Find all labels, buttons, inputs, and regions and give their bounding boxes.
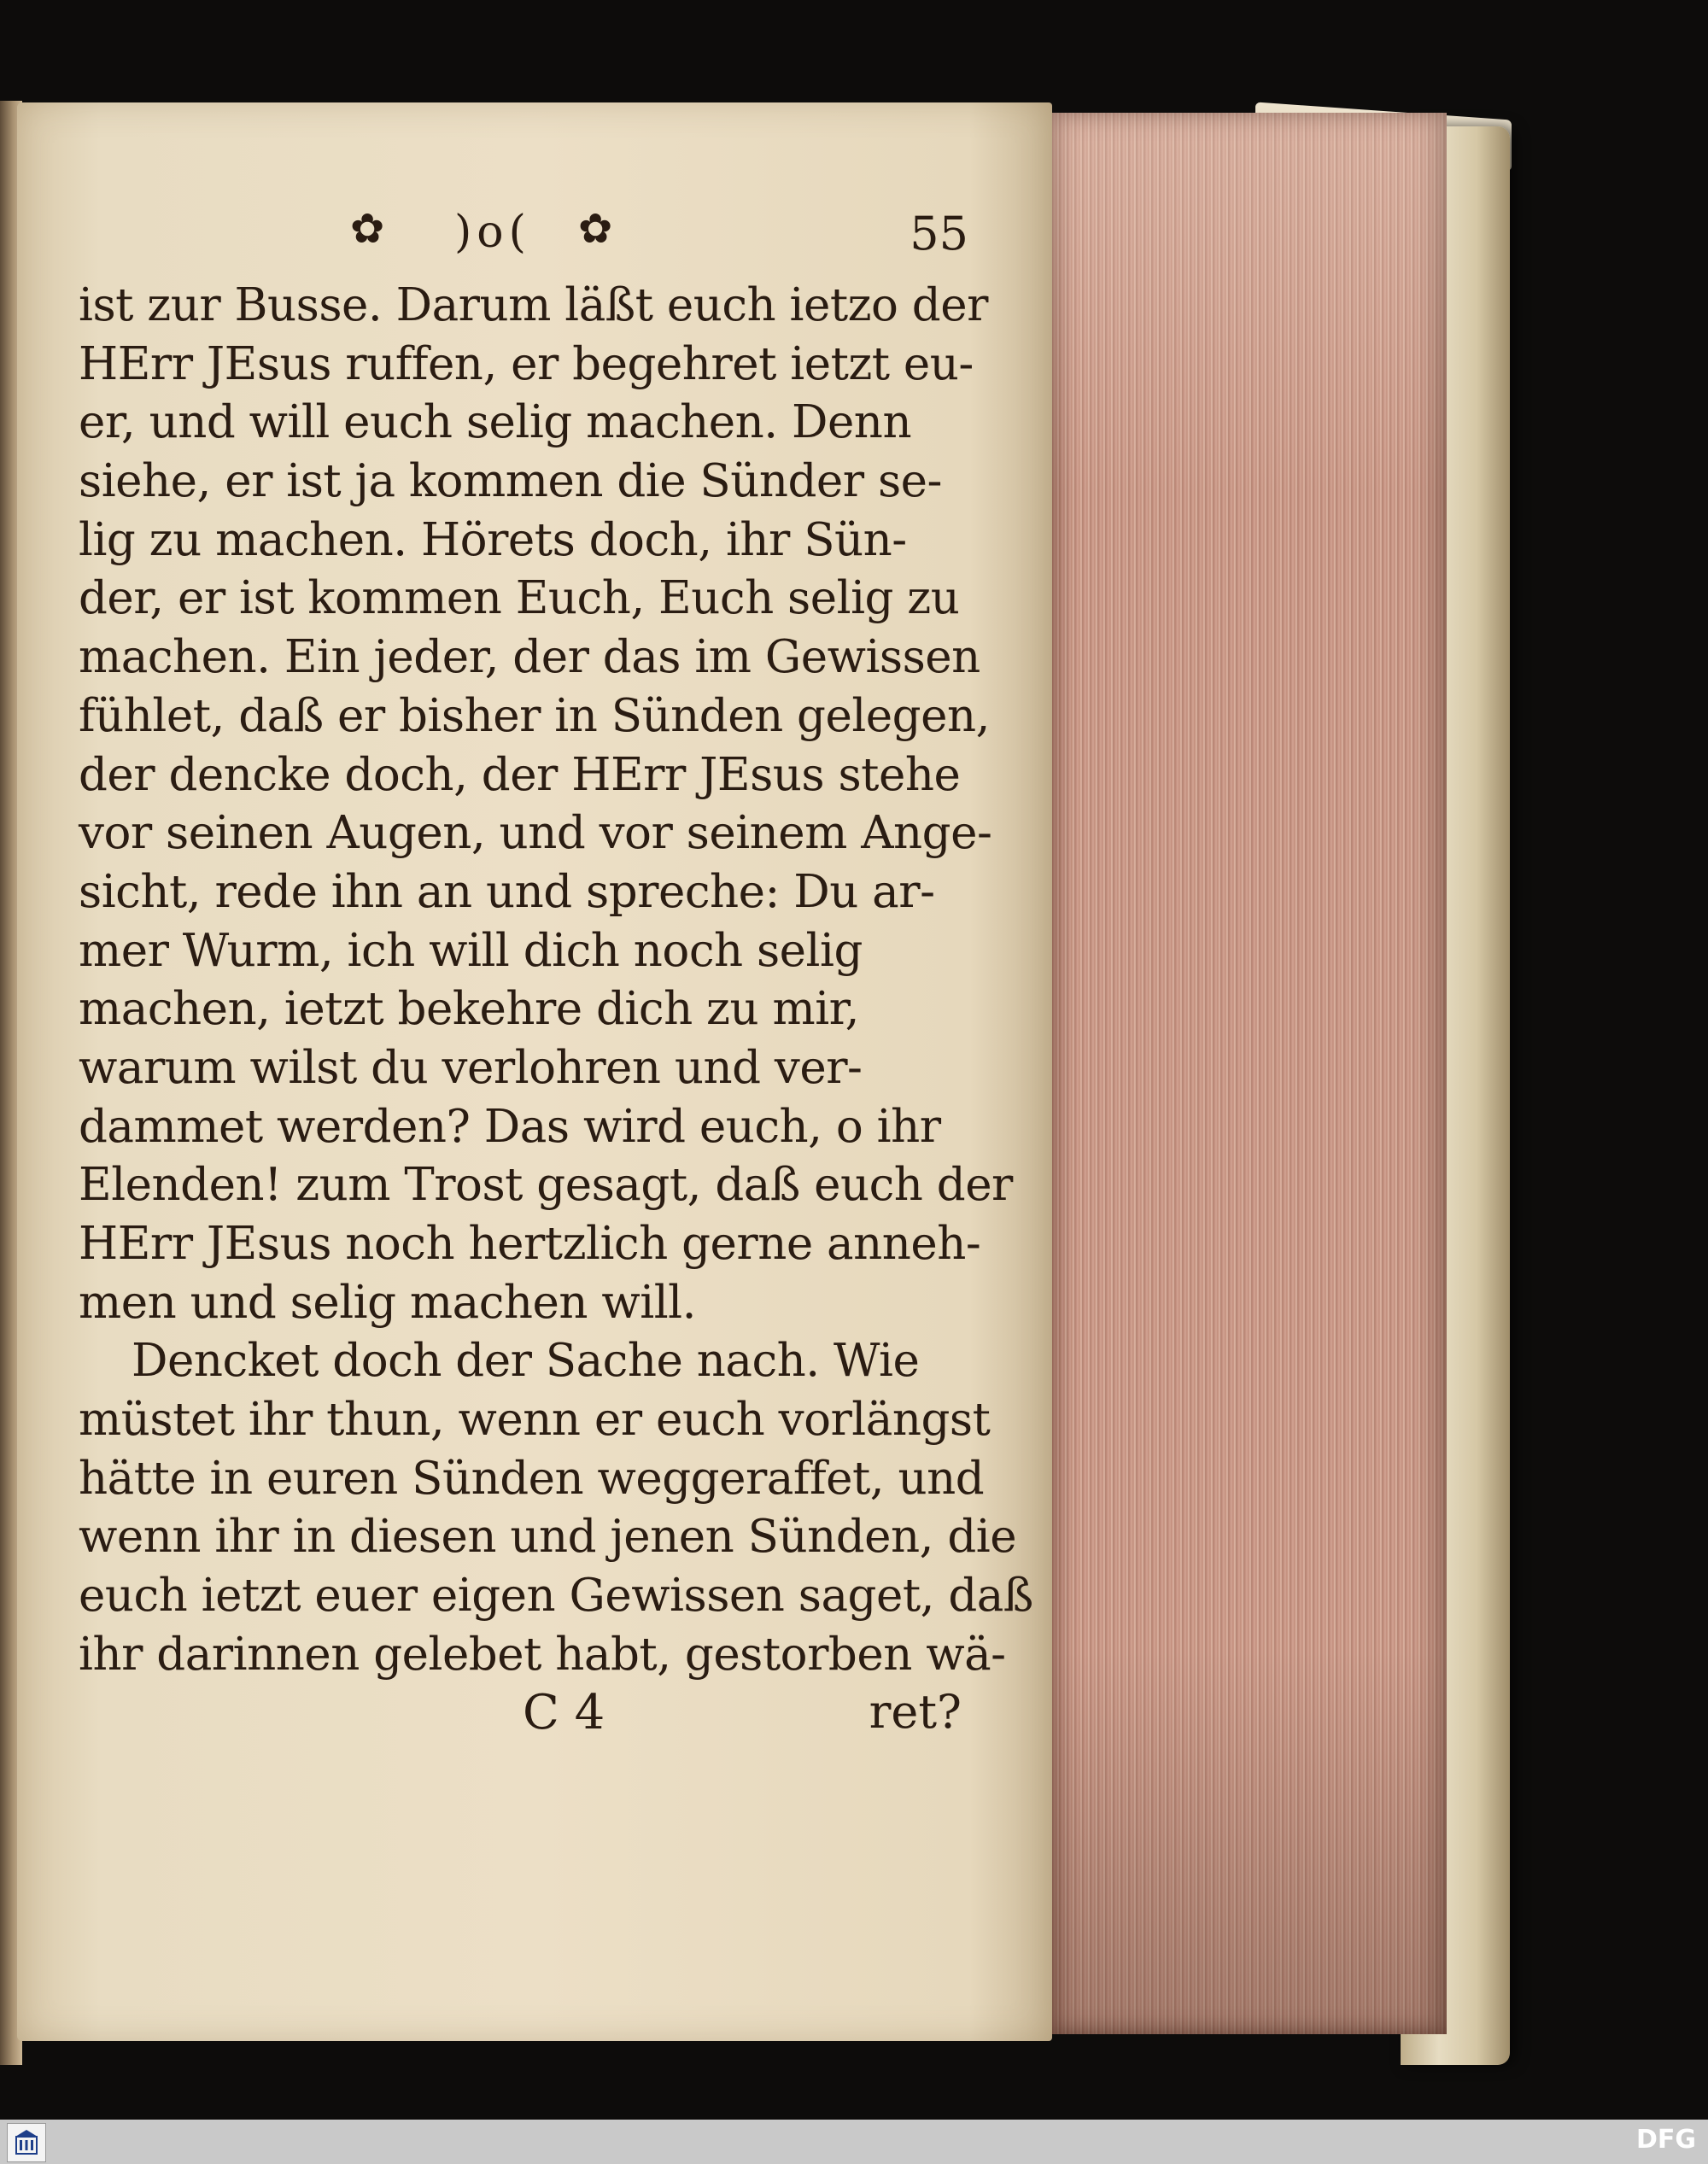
flower-ornament-icon: ✿ — [578, 205, 613, 253]
running-header — [79, 205, 967, 273]
text-line: müstet ihr thun, wenn er euch vorlängst — [79, 1394, 991, 1447]
paragraph-2 — [79, 1332, 1033, 1684]
page-footer — [79, 1685, 967, 1753]
text-line: machen. Ein jeder, der das im Gewissen — [79, 631, 980, 684]
viewer-banner — [0, 2120, 1708, 2164]
text-line: Dencket doch der Sache nach. Wie — [132, 1335, 920, 1388]
text-line: mer Wurm, ich will dich noch selig — [79, 924, 863, 977]
text-line: hätte in euren Sünden weggeraffet, und — [79, 1452, 985, 1505]
page-edges-shading — [1052, 113, 1447, 2034]
text-line: er, und will euch selig machen. Denn — [79, 396, 912, 449]
text-line: HErr JEsus noch hertzlich gerne anneh- — [79, 1218, 981, 1270]
text-line: der dencke doch, der HErr JEsus stehe — [79, 748, 961, 801]
text-line: Elenden! zum Trost gesagt, daß euch der — [79, 1159, 1013, 1212]
flower-ornament-icon: ✿ — [350, 205, 385, 253]
paragraph-1 — [79, 277, 1013, 1332]
signature-mark: C 4 — [523, 1684, 605, 1740]
text-line: warum wilst du verlohren und ver- — [79, 1041, 863, 1094]
building-icon — [14, 2128, 39, 2157]
text-line: sicht, rede ihn an und spreche: Du ar- — [79, 865, 935, 918]
text-line: lig zu machen. Hörets doch, ihr Sün- — [79, 513, 907, 566]
dfg-logo: DFG — [1635, 2125, 1696, 2155]
text-line: men und selig machen will. — [79, 1276, 696, 1329]
text-line: ihr darinnen gelebet habt, gestorben wä- — [79, 1628, 1006, 1681]
header-mark: )o( — [454, 207, 531, 258]
text-line: machen, ietzt bekehre dich zu mir, — [79, 983, 860, 1036]
text-line: dammet werden? Das wird euch, o ihr — [79, 1100, 941, 1153]
text-line: euch ietzt euer eigen Gewissen saget, daß — [79, 1570, 1033, 1623]
text-line: HErr JEsus ruffen, er begehret ietzt eu- — [79, 337, 974, 390]
catchword: ret? — [869, 1684, 962, 1739]
text-line: fühlet, daß er bisher in Sünden gelegen, — [79, 689, 990, 742]
text-line: vor seinen Augen, und vor seinem Ange- — [79, 807, 992, 860]
text-line: wenn ihr in diesen und jenen Sünden, die — [79, 1511, 1017, 1564]
page-number: 55 — [910, 207, 968, 260]
text-line: ist zur Busse. Darum läßt euch ietzo der — [79, 279, 988, 331]
text-line: siehe, er ist ja kommen die Sünder se- — [79, 455, 942, 508]
library-logo-icon — [7, 2123, 46, 2162]
page-text — [79, 205, 1033, 1753]
text-line: der, er ist kommen Euch, Euch selig zu — [79, 572, 960, 625]
